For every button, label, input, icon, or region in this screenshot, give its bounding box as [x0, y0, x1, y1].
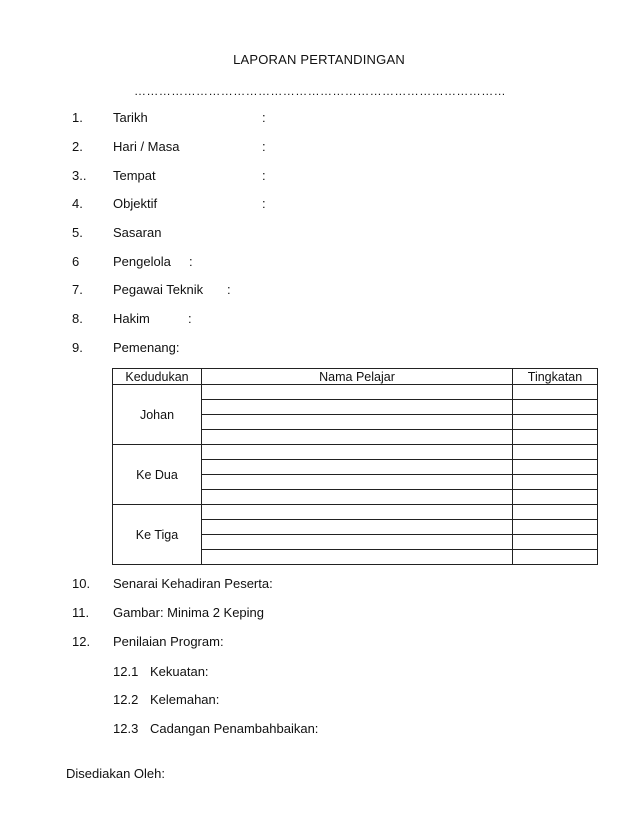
position-cell-ke-tiga: Ke Tiga: [113, 505, 202, 565]
field-label-penilaian-program: Penilaian Program:: [113, 634, 224, 649]
student-name-cell[interactable]: [202, 550, 513, 565]
column-header-tingkatan: Tingkatan: [513, 369, 598, 385]
field-label-tempat: Tempat: [113, 168, 156, 183]
field-number: 1.: [72, 110, 83, 125]
student-name-cell[interactable]: [202, 505, 513, 520]
field-label-senarai-kehadiran: Senarai Kehadiran Peserta:: [113, 576, 273, 591]
student-name-cell[interactable]: [202, 445, 513, 460]
field-number: 6: [72, 254, 80, 269]
field-label-hari-masa: Hari / Masa: [113, 139, 180, 154]
student-name-cell[interactable]: [202, 535, 513, 550]
grade-cell[interactable]: [513, 400, 598, 415]
student-name-cell[interactable]: [202, 430, 513, 445]
field-number: 5.: [72, 225, 83, 240]
grade-cell[interactable]: [513, 490, 598, 505]
document-title: LAPORAN PERTANDINGAN: [233, 52, 405, 67]
field-label-pegawai-teknik: Pegawai Teknik: [113, 282, 204, 297]
title-dotted-line: ………………………………………………………………………………: [134, 84, 506, 98]
field-number: 8.: [72, 311, 83, 326]
prepared-by-label: Disediakan Oleh:: [66, 766, 165, 781]
field-label-tarikh: Tarikh: [113, 110, 148, 125]
field-colon: :: [262, 168, 266, 183]
grade-cell[interactable]: [513, 460, 598, 475]
field-number: 2.: [72, 139, 83, 154]
field-number: 11.: [72, 605, 90, 620]
grade-cell[interactable]: [513, 445, 598, 460]
grade-cell[interactable]: [513, 520, 598, 535]
field-colon: :: [262, 110, 266, 125]
field-label-gambar: Gambar: Minima 2 Keping: [113, 605, 265, 620]
field-number: 9.: [72, 340, 83, 355]
field-label-pengelola: Pengelola: [113, 254, 171, 269]
position-cell-johan: Johan: [113, 385, 202, 445]
winners-table: [112, 368, 598, 565]
field-label-sasaran: Sasaran: [113, 225, 162, 240]
student-name-cell[interactable]: [202, 415, 513, 430]
sub-item-number: 12.1: [113, 664, 139, 679]
student-name-cell[interactable]: [202, 490, 513, 505]
sub-item-label-cadangan: Cadangan Penambahbaikan:: [150, 721, 319, 736]
sub-item-number: 12.3: [113, 721, 139, 736]
field-number: 12.: [72, 634, 91, 649]
grade-cell[interactable]: [513, 430, 598, 445]
field-colon: :: [188, 311, 192, 326]
field-number: 7.: [72, 282, 83, 297]
table-row: [113, 385, 598, 400]
grade-cell[interactable]: [513, 385, 598, 400]
student-name-cell[interactable]: [202, 400, 513, 415]
table-row: [113, 445, 598, 460]
student-name-cell[interactable]: [202, 385, 513, 400]
position-cell-ke-dua: Ke Dua: [113, 445, 202, 505]
field-colon: :: [189, 254, 193, 269]
field-colon: :: [262, 196, 266, 211]
field-colon: :: [227, 282, 231, 297]
field-number: 10.: [72, 576, 91, 591]
student-name-cell[interactable]: [202, 520, 513, 535]
sub-item-number: 12.2: [113, 692, 139, 707]
grade-cell[interactable]: [513, 505, 598, 520]
column-header-kedudukan: Kedudukan: [113, 369, 202, 385]
student-name-cell[interactable]: [202, 475, 513, 490]
field-label-objektif: Objektif: [113, 196, 158, 211]
grade-cell[interactable]: [513, 415, 598, 430]
table-row: [113, 505, 598, 520]
field-colon: :: [262, 139, 266, 154]
student-name-cell[interactable]: [202, 460, 513, 475]
sub-item-label-kelemahan: Kelemahan:: [150, 692, 220, 707]
grade-cell[interactable]: [513, 535, 598, 550]
grade-cell[interactable]: [513, 475, 598, 490]
field-number: 4.: [72, 196, 83, 211]
field-label-hakim: Hakim: [113, 311, 150, 326]
sub-item-label-kekuatan: Kekuatan:: [150, 664, 209, 679]
table-header-row: [113, 369, 598, 385]
column-header-nama-pelajar: Nama Pelajar: [202, 369, 513, 385]
grade-cell[interactable]: [513, 550, 598, 565]
field-number: 3..: [72, 168, 87, 183]
field-label-pemenang: Pemenang:: [113, 340, 180, 355]
